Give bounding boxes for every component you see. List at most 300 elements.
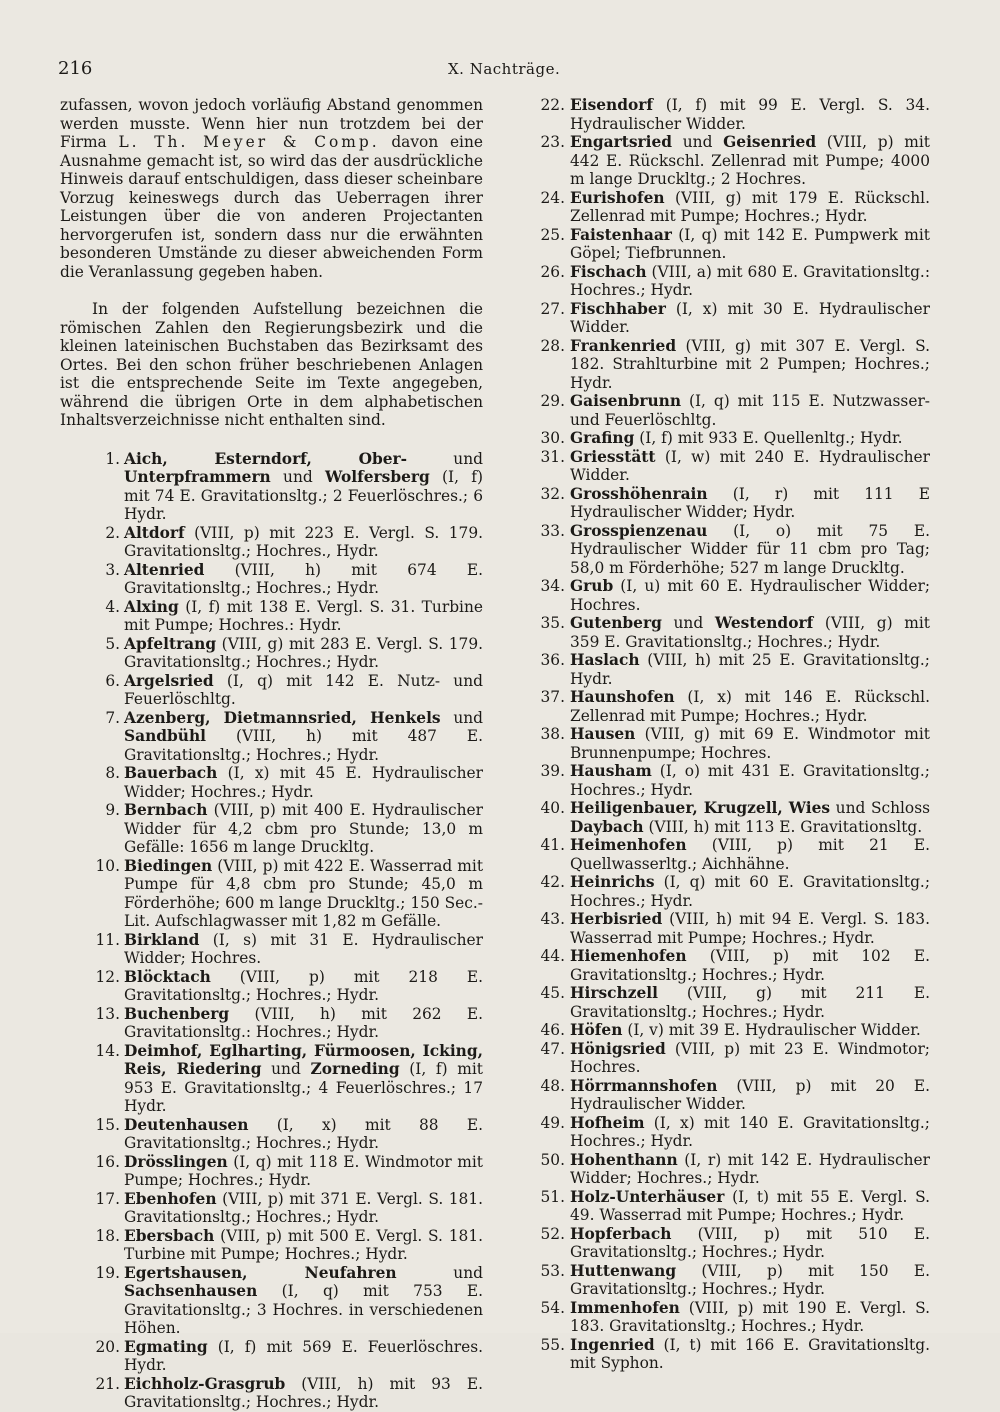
entry-text (124, 524, 483, 561)
entry-text (124, 1042, 483, 1116)
entry-text (570, 448, 930, 485)
list-entry (60, 598, 483, 635)
list-entry (520, 522, 930, 578)
connector-text: und (672, 133, 724, 151)
entry-details: (VIII, p) mit 20 E. Hydraulischer Widder. (570, 1076, 930, 1113)
place-name: Grosspienzenau (570, 521, 708, 540)
entry-text (570, 133, 930, 189)
place-name: Drösslingen (124, 1152, 228, 1171)
list-entry (60, 1264, 483, 1338)
entry-text (124, 931, 483, 968)
entry-details: (I, q) mit 753 E. Gravitationsltg.; 3 Hochres. in verschiedenen Höhen. (124, 1282, 483, 1337)
entry-number: 16. (95, 1152, 120, 1171)
entry-details: (I, q) mit 60 E. Gravitationsltg.; Hochres.; Hydr. (570, 873, 930, 910)
entry-number: 35. (540, 614, 565, 632)
entry-details: (I, f) mit 933 E. Quellenltg.; Hydr. (634, 429, 903, 447)
entry-list-right (520, 96, 930, 1373)
place-name: Herbisried (570, 910, 663, 928)
place-name: Heinrichs (570, 873, 655, 891)
entry-text (570, 300, 930, 337)
connector-text: und (407, 449, 483, 468)
list-entry (520, 485, 930, 522)
place-name: Engartsried (570, 133, 673, 151)
entry-number: 8. (105, 764, 120, 782)
entry-text (570, 337, 930, 393)
place-name: Azenberg, Dietmannsried, Henkels (124, 708, 441, 727)
entry-text (570, 984, 930, 1021)
place-name: Hirschzell (570, 984, 658, 1002)
list-entry (60, 672, 483, 709)
list-entry (520, 1151, 930, 1188)
place-name: Alxing (124, 597, 179, 616)
place-name: Altdorf (124, 523, 185, 542)
entry-details: (I, x) mit 146 E. Rückschl. Zellenrad mit Pumpe; Hochres.; Hydr. (570, 688, 930, 725)
entry-details: (VIII, g) mit 307 E. Vergl. S. 182. Strahlturbine mit 2 Pumpen; Hochres.; Hydr. (570, 336, 930, 392)
place-name: Daybach (570, 817, 644, 836)
entry-details: (VIII, h) mit 25 E. Gravitationsltg.; Hydr. (570, 651, 930, 688)
entry-details: (I, o) mit 431 E. Gravitationsltg.; Hochres.; Hydr. (570, 762, 930, 799)
entry-number: 34. (540, 577, 565, 595)
entry-number: 13. (95, 1004, 120, 1023)
connector-text: und (661, 614, 715, 632)
list-entry (60, 931, 483, 968)
list-entry (60, 1375, 483, 1412)
entry-text (124, 1264, 483, 1338)
list-entry (520, 577, 930, 614)
list-entry (60, 1338, 483, 1375)
list-entry (60, 1005, 483, 1042)
list-entry (520, 725, 930, 762)
list-entry (520, 226, 930, 263)
page-header (58, 58, 942, 82)
entry-number: 55. (540, 1335, 565, 1354)
entry-text (124, 1375, 483, 1412)
entry-details: (VIII, p) mit 510 E. Gravitationsltg.; Hochres.; Hydr. (570, 1224, 930, 1261)
place-name: Wolfersberg (325, 468, 430, 486)
place-name: Bernbach (124, 801, 208, 819)
list-entry (520, 96, 930, 133)
entry-number: 51. (540, 1187, 565, 1206)
entry-text (124, 857, 483, 931)
entry-text (570, 96, 930, 133)
list-entry (520, 300, 930, 337)
entry-details: (I, x) mit 88 E. Gravitationsltg.; Hochres.; Hydr. (124, 1115, 483, 1152)
entry-text (124, 1116, 483, 1153)
list-entry (520, 337, 930, 393)
entry-text (570, 392, 930, 429)
place-name: Hopferbach (570, 1224, 672, 1243)
entry-text (570, 947, 930, 984)
entry-text (124, 709, 483, 765)
list-entry (520, 688, 930, 725)
entry-text (570, 1299, 930, 1336)
entry-number: 32. (540, 484, 565, 503)
entry-text (124, 968, 483, 1005)
entry-text (570, 688, 930, 725)
place-name: Zorneding (310, 1060, 400, 1078)
entry-text (124, 1005, 483, 1042)
firm-name: L. Th. Meyer & Comp. (118, 133, 380, 151)
entry-text (570, 873, 930, 910)
place-name: Eurishofen (570, 188, 665, 207)
entry-number: 25. (540, 225, 565, 244)
place-name: Hausham (570, 762, 652, 780)
list-entry (60, 1116, 483, 1153)
entry-details: (I, f) mit 569 E. Feuerlöschres. Hydr. (124, 1337, 483, 1374)
entry-number: 40. (540, 799, 565, 817)
entry-number: 37. (540, 688, 565, 706)
entry-number: 44. (540, 947, 565, 965)
entry-text (570, 910, 930, 947)
entry-text (124, 450, 483, 524)
entry-details: (I, f) mit 99 E. Vergl. S. 34. Hydraulischer Widder. (570, 96, 930, 133)
list-entry (520, 651, 930, 688)
entry-details: (VIII, p) mit 442 E. Rückschl. Zellenrad mit Pumpe; 4000 m lange Druckltg.; 2 Hochres. (570, 133, 930, 188)
entry-text (124, 598, 483, 635)
place-name: Haunshofen (570, 688, 675, 706)
entry-number: 1. (105, 449, 120, 468)
entry-text (124, 1227, 483, 1264)
entry-text (570, 1336, 930, 1373)
intro-paragraph-1 (60, 96, 483, 281)
entry-details: (VIII, g) mit 179 E. Rückschl. Zellenrad mit Pumpe; Hochres.; Hydr. (570, 188, 930, 225)
entry-details: (VIII, h) mit 674 E. Gravitationsltg.; Hochres.; Hydr. (124, 560, 483, 597)
list-entry (520, 614, 930, 651)
entry-text (124, 672, 483, 709)
entry-number: 42. (540, 873, 565, 891)
entry-number: 3. (105, 560, 120, 579)
list-entry (520, 984, 930, 1021)
entry-details: (I, f) mit 953 E. Gravitationsltg.; 4 Feuerlöschres.; 17 Hydr. (124, 1060, 483, 1115)
entry-details: (I, q) mit 118 E. Windmotor mit Pumpe; Hochres.; Hydr. (124, 1152, 483, 1189)
entry-number: 11. (95, 930, 120, 949)
entry-text (570, 1262, 930, 1299)
list-entry (520, 1299, 930, 1336)
entry-details: (VIII, p) mit 190 E. Vergl. S. 183. Gravitationsltg.; Hochres.; Hydr. (570, 1298, 930, 1335)
entry-text (570, 799, 930, 836)
entry-details: (VIII, p) mit 371 E. Vergl. S. 181. Gravitationsltg.; Hochres.; Hydr. (124, 1189, 483, 1226)
entry-number: 26. (540, 262, 565, 281)
entry-details: (VIII, h) mit 113 E. Gravitationsltg. (643, 817, 923, 836)
entry-details: (VIII, g) mit 283 E. Vergl. S. 179. Gravitationsltg.; Hochres.; Hydr. (124, 634, 483, 671)
entry-number: 52. (540, 1224, 565, 1243)
entry-number: 48. (540, 1076, 565, 1095)
list-entry (520, 263, 930, 300)
entry-number: 31. (540, 447, 565, 466)
entry-details: (VIII, p) mit 21 E. Quellwasserltg.; Aichhähne. (570, 836, 930, 873)
entry-text (570, 1021, 930, 1040)
entry-details: (I, r) mit 111 E Hydraulischer Widder; Hydr. (570, 484, 930, 521)
entry-number: 9. (105, 801, 120, 819)
entry-number: 22. (540, 96, 565, 114)
list-entry (60, 1227, 483, 1264)
list-entry (520, 1114, 930, 1151)
entry-details: (I, r) mit 142 E. Hydraulischer Widder; Hochres.; Hydr. (570, 1150, 930, 1187)
entry-text (570, 226, 930, 263)
entry-details: (VIII, p) mit 500 E. Vergl. S. 181. Turbine mit Pumpe; Hochres.; Hydr. (124, 1226, 483, 1263)
intro-text: zufassen, wovon jedoch vorläufig Abstand genommen werden musste. Wenn hier nun trotzdem bei der Firma (60, 96, 483, 151)
place-name: Biedingen (124, 856, 213, 875)
entry-number: 33. (540, 521, 565, 540)
place-name: Unterpframmern (124, 468, 271, 486)
right-column (520, 96, 930, 1373)
place-name: Hiemenhofen (570, 947, 687, 965)
entry-details: (VIII, p) mit 223 E. Vergl. S. 179. Gravitationsltg.; Hochres., Hydr. (124, 523, 483, 560)
place-name: Sachsenhausen (124, 1282, 258, 1300)
page-number: 216 (58, 58, 93, 79)
entry-number: 27. (540, 299, 565, 318)
list-entry (60, 450, 483, 524)
place-name: Westendorf (714, 614, 814, 632)
entry-details: (VIII, h) mit 93 E. Gravitationsltg.; Hochres.; Hydr. (124, 1374, 483, 1411)
entry-number: 15. (95, 1115, 120, 1134)
entry-number: 43. (540, 910, 565, 928)
list-entry (520, 799, 930, 836)
list-entry (520, 392, 930, 429)
entry-number: 2. (105, 523, 120, 542)
entry-number: 17. (95, 1189, 120, 1208)
entry-number: 47. (540, 1039, 565, 1058)
place-name: Hofheim (570, 1113, 645, 1132)
entry-list-left (60, 450, 483, 1412)
entry-details: (VIII, a) mit 680 E. Gravitationsltg.: Hochres.; Hydr. (570, 262, 930, 299)
entry-details: (I, f) mit 138 E. Vergl. S. 31. Turbine mit Pumpe; Hochres.: Hydr. (124, 597, 483, 634)
list-entry (520, 189, 930, 226)
list-entry (60, 857, 483, 931)
list-entry (520, 1336, 930, 1373)
place-name: Heiligenbauer, Krugzell, Wies (570, 799, 831, 817)
entry-number: 46. (540, 1021, 565, 1039)
entry-number: 28. (540, 336, 565, 355)
place-name: Grub (570, 577, 614, 595)
list-entry (60, 1042, 483, 1116)
entry-details: (I, x) mit 45 E. Hydraulischer Widder; Hochres.; Hydr. (124, 764, 483, 801)
place-name: Haslach (570, 651, 640, 669)
entry-number: 18. (95, 1226, 120, 1245)
entry-number: 6. (105, 671, 120, 690)
place-name: Egmating (124, 1337, 208, 1356)
running-title: X. Nachträge. (448, 60, 561, 78)
place-name: Egertshausen, Neufahren (124, 1263, 397, 1282)
entry-details: (VIII, g) mit 69 E. Windmotor mit Brunnenpumpe; Hochres. (570, 725, 930, 762)
entry-number: 24. (540, 188, 565, 207)
entry-number: 7. (105, 708, 120, 727)
place-name: Ingenried (570, 1335, 655, 1354)
place-name: Heimenhofen (570, 836, 687, 854)
list-entry (520, 1225, 930, 1262)
list-entry (520, 762, 930, 799)
place-name: Buchenberg (124, 1004, 230, 1023)
list-entry (520, 1188, 930, 1225)
place-name: Höfen (570, 1021, 623, 1039)
entry-details: (I, x) mit 30 E. Hydraulischer Widder. (570, 299, 930, 336)
entry-number: 5. (105, 634, 120, 653)
entry-text (124, 1338, 483, 1375)
list-entry (60, 801, 483, 857)
list-entry (60, 709, 483, 765)
entry-number: 12. (95, 967, 120, 986)
entry-text (570, 1151, 930, 1188)
entry-text (570, 725, 930, 762)
place-name: Immenhofen (570, 1298, 680, 1317)
place-name: Aich, Esterndorf, Ober- (124, 449, 408, 468)
place-name: Hohenthann (570, 1150, 678, 1169)
entry-number: 30. (540, 429, 565, 447)
place-name: Gutenberg (570, 614, 662, 632)
list-entry (520, 947, 930, 984)
connector-text: und Schloss (830, 799, 930, 817)
entry-number: 19. (95, 1263, 120, 1282)
list-entry (60, 635, 483, 672)
entry-number: 36. (540, 651, 565, 669)
entry-number: 14. (95, 1041, 120, 1060)
entry-details: (I, t) mit 55 E. Vergl. S. 49. Wasserrad mit Pumpe; Hochres.; Hydr. (570, 1187, 930, 1224)
entry-text (570, 577, 930, 614)
entry-text (570, 1225, 930, 1262)
entry-details: (VIII, p) mit 23 E. Windmotor; Hochres. (570, 1039, 930, 1076)
place-name: Eichholz-Grasgrub (124, 1374, 286, 1393)
list-entry (520, 910, 930, 947)
list-entry (60, 561, 483, 598)
entry-text (570, 263, 930, 300)
list-entry (520, 873, 930, 910)
place-name: Ebenhofen (124, 1189, 217, 1208)
place-name: Holz-Unterhäuser (570, 1187, 725, 1206)
entry-text (570, 836, 930, 873)
entry-number: 41. (540, 836, 565, 854)
entry-details: (VIII, p) mit 102 E. Gravitationsltg.; Hochres.; Hydr. (570, 947, 930, 984)
place-name: Fischhaber (570, 299, 666, 318)
entry-text (124, 1153, 483, 1190)
entry-number: 45. (540, 984, 565, 1002)
place-name: Griesstätt (570, 447, 656, 466)
entry-text (570, 762, 930, 799)
place-name: Deutenhausen (124, 1115, 249, 1134)
list-entry (60, 1190, 483, 1227)
place-name: Bauerbach (124, 764, 218, 782)
list-entry (520, 1040, 930, 1077)
entry-details: (VIII, p) mit 400 E. Hydraulischer Widder für 4,2 cbm pro Stunde; 13,0 m Gefälle: 1656 m lange Druckltg. (124, 801, 483, 856)
place-name: Grosshöhenrain (570, 484, 708, 503)
entry-text (124, 764, 483, 801)
entry-number: 20. (95, 1337, 120, 1356)
entry-details: (VIII, p) mit 422 E. Wasserrad mit Pumpe für 4,8 cbm pro Stunde; 45,0 m Förderhöhe; 600 m lange Druckltg.; 150 Sec.-Lit. Aufschlagwasser mit 1,82 m Gefälle. (124, 856, 483, 930)
entry-text (570, 1114, 930, 1151)
place-name: Sandbühl (124, 727, 207, 745)
entry-text (570, 1040, 930, 1077)
place-name: Hausen (570, 725, 636, 743)
entry-text (124, 635, 483, 672)
entry-number: 53. (540, 1261, 565, 1280)
entry-number: 38. (540, 725, 565, 743)
entry-details: (VIII, h) mit 262 E. Gravitationsltg.: Hochres.; Hydr. (124, 1004, 483, 1041)
entry-details: (I, q) mit 115 E. Nutzwasser- und Feuerlöschltg. (570, 392, 930, 429)
place-name: Ebersbach (124, 1226, 215, 1245)
entry-details: (VIII, p) mit 150 E. Gravitationsltg.; Hochres.; Hydr. (570, 1261, 930, 1298)
entry-details: (VIII, h) mit 487 E. Gravitationsltg.; Hochres.; Hydr. (124, 727, 483, 764)
connector-text: und (261, 1060, 311, 1078)
entry-text (570, 189, 930, 226)
entry-details: (I, t) mit 166 E. Gravitationsltg. mit Syphon. (570, 1335, 930, 1372)
place-name: Birkland (124, 930, 200, 949)
entry-text (570, 1188, 930, 1225)
place-name: Argelsried (124, 671, 214, 690)
place-name: Geisenried (723, 133, 817, 151)
entry-details: (I, x) mit 140 E. Gravitationsltg.; Hochres.; Hydr. (570, 1113, 930, 1150)
place-name: Faistenhaar (570, 225, 672, 244)
entry-text (570, 485, 930, 522)
entry-details: (VIII, g) mit 211 E. Gravitationsltg.; Hochres.; Hydr. (570, 984, 930, 1021)
place-name: Hörrmannshofen (570, 1076, 718, 1095)
place-name: Frankenried (570, 336, 677, 355)
entry-details: (I, v) mit 39 E. Hydraulischer Widder. (622, 1021, 921, 1039)
list-entry (520, 448, 930, 485)
entry-details: (VIII, g) mit 359 E. Gravitationsltg.; Hochres.; Hydr. (570, 614, 930, 651)
place-name: Gaisenbrunn (570, 392, 682, 410)
place-name: Apfeltrang (124, 634, 217, 653)
entry-details: (VIII, p) mit 218 E. Gravitationsltg.; Hochres.; Hydr. (124, 967, 483, 1004)
entry-details: (I, q) mit 142 E. Pumpwerk mit Göpel; Tiefbrunnen. (570, 225, 930, 262)
entry-details: (I, w) mit 240 E. Hydraulischer Widder. (570, 447, 930, 484)
entry-details: (I, f) mit 74 E. Gravitationsltg.; 2 Feuerlöschres.; 6 Hydr. (124, 468, 484, 523)
list-entry (520, 1021, 930, 1040)
place-name: Deimhof, Eglharting, Fürmoosen, Icking, Reis, Riedering (124, 1041, 483, 1078)
place-name: Grafing (570, 429, 635, 447)
entry-number: 54. (540, 1298, 565, 1317)
entry-text (570, 522, 930, 578)
entry-number: 49. (540, 1113, 565, 1132)
entry-text (570, 651, 930, 688)
entry-number: 50. (540, 1150, 565, 1169)
entry-number: 4. (105, 597, 120, 616)
left-column (60, 96, 483, 1412)
entry-number: 39. (540, 762, 565, 780)
entry-details: (I, o) mit 75 E. Hydraulischer Widder für 11 cbm pro Tag; 58,0 m Förderhöhe; 527 m lange Druckltg. (570, 521, 930, 577)
place-name: Eisendorf (570, 96, 653, 114)
list-entry (60, 1153, 483, 1190)
place-name: Huttenwang (570, 1261, 677, 1280)
entry-text (570, 614, 930, 651)
place-name: Hönigsried (570, 1039, 666, 1058)
entry-number: 21. (95, 1374, 120, 1393)
place-name: Altenried (124, 560, 205, 579)
entry-text (124, 801, 483, 857)
list-entry (60, 968, 483, 1005)
list-entry (520, 1077, 930, 1114)
entry-text (124, 1190, 483, 1227)
intro-text: davon eine Ausnahme gemacht ist, so wird das der ausdrückliche Hinweis darauf entschuldigen, dass dieser scheinbare Vorzug keineswegs durch das Ueberragen ihrer Leistungen über die von anderen Projectanten hervorgerufen ist, sondern dass nur die erwähnten besonderen Umstände zu dieser abweichenden Form die Veranlassung gegeben haben. (60, 133, 483, 281)
list-entry (520, 836, 930, 873)
connector-text: und (270, 468, 325, 486)
list-entry (520, 1262, 930, 1299)
entry-number: 23. (540, 133, 565, 151)
list-entry (60, 764, 483, 801)
place-name: Blöcktach (124, 967, 211, 986)
entry-text (124, 561, 483, 598)
entry-number: 10. (95, 856, 120, 875)
connector-text: und (396, 1263, 483, 1282)
place-name: Fischach (570, 262, 647, 281)
list-entry (520, 429, 930, 448)
intro-paragraph-2: In der folgenden Aufstellung bezeichnen die römischen Zahlen den Regierungsbezirk und die kleinen lateinischen Buchstaben das Bezirksamt des Ortes. Bei den schon früher beschriebenen Anlagen ist die entsprechende Seite im Texte angegeben, während die übrigen Orte in dem alphabetischen Inhaltsverzeichnisse nicht enthalten sind. (60, 300, 483, 429)
entry-details: (I, s) mit 31 E. Hydraulischer Widder; Hochres. (124, 930, 483, 967)
entry-text (570, 429, 930, 448)
entry-details: (VIII, h) mit 94 E. Vergl. S. 183. Wasserrad mit Pumpe; Hochres.; Hydr. (570, 910, 930, 947)
list-entry (60, 524, 483, 561)
list-entry (520, 133, 930, 189)
connector-text: und (440, 708, 483, 727)
entry-number: 29. (540, 392, 565, 410)
